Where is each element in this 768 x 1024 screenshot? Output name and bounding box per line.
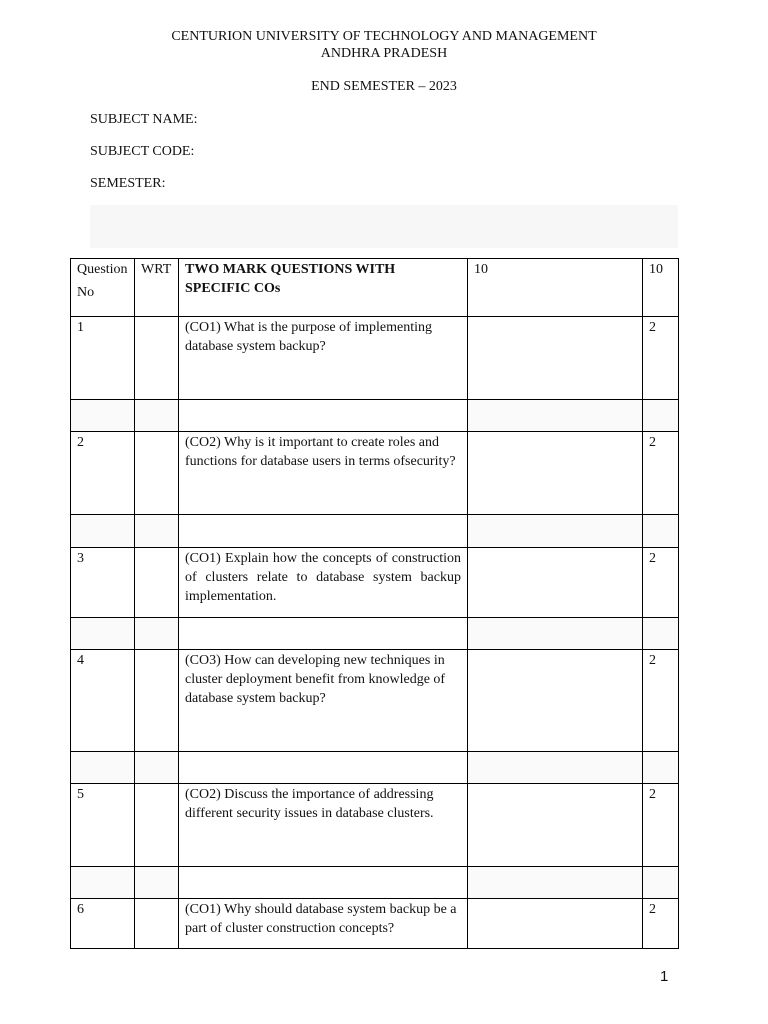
column-4-header: 10 (468, 259, 643, 317)
empty-cell (468, 899, 643, 949)
wrt-cell (135, 650, 179, 752)
empty-cell (468, 784, 643, 867)
wrt-cell (135, 432, 179, 515)
table-row (71, 548, 679, 618)
marks-cell: 2 (643, 317, 679, 400)
spacer-row (71, 618, 679, 650)
university-name: CENTURION UNIVERSITY OF TECHNOLOGY AND MANAGEMENT (171, 29, 597, 44)
question-text-cell: (CO2) Discuss the importance of addressing different security issues in database clusters. (179, 784, 468, 867)
questions-title-header: TWO MARK QUESTIONS WITH SPECIFIC COs (179, 259, 468, 317)
marks-cell: 2 (643, 899, 679, 949)
wrt-cell (135, 317, 179, 400)
table-row (71, 784, 679, 867)
questions-table (70, 258, 679, 949)
table-row (71, 650, 679, 752)
question-text-cell: (CO1) Why should database system backup be a part of cluster construction concepts? (179, 899, 468, 949)
wrt-cell (135, 784, 179, 867)
exam-title: END SEMESTER – 2023 (311, 79, 457, 94)
marks-cell: 2 (643, 784, 679, 867)
wrt-cell (135, 548, 179, 618)
question-no-cell: 5 (71, 784, 135, 867)
empty-cell (468, 432, 643, 515)
wrt-header: WRT (135, 259, 179, 317)
spacer-row (71, 400, 679, 432)
question-no-cell: 2 (71, 432, 135, 515)
spacer-row (71, 867, 679, 899)
question-no-cell: 1 (71, 317, 135, 400)
semester-label: SEMESTER: (90, 176, 166, 191)
empty-cell (468, 548, 643, 618)
question-no-cell: 3 (71, 548, 135, 618)
question-no-cell: 6 (71, 899, 135, 949)
page-number: 1 (660, 968, 669, 985)
spacer-row (71, 752, 679, 784)
marks-cell: 2 (643, 650, 679, 752)
subject-code-label: SUBJECT CODE: (90, 144, 195, 159)
table-row (71, 317, 679, 400)
question-text-cell: (CO1) What is the purpose of implementing database system backup? (179, 317, 468, 400)
marks-cell: 2 (643, 548, 679, 618)
question-text-cell: (CO3) How can developing new techniques in cluster deployment benefit from knowledge of database system backup? (179, 650, 468, 752)
marks-header: 10 (643, 259, 679, 317)
state-name: ANDHRA PRADESH (320, 46, 448, 61)
wrt-cell (135, 899, 179, 949)
question-text-cell: (CO1) Explain how the concepts of construction of clusters relate to database system backup implementation. (179, 548, 468, 618)
empty-cell (468, 317, 643, 400)
question-no-header: Question No (71, 259, 135, 317)
table-header-row (71, 259, 679, 317)
table-row (71, 432, 679, 515)
table-row (71, 899, 679, 949)
subject-name-label: SUBJECT NAME: (90, 112, 198, 127)
blank-info-area (90, 205, 678, 248)
spacer-row (71, 515, 679, 548)
marks-cell: 2 (643, 432, 679, 515)
question-no-cell: 4 (71, 650, 135, 752)
empty-cell (468, 650, 643, 752)
question-text-cell: (CO2) Why is it important to create roles and functions for database users in terms ofsecurity? (179, 432, 468, 515)
